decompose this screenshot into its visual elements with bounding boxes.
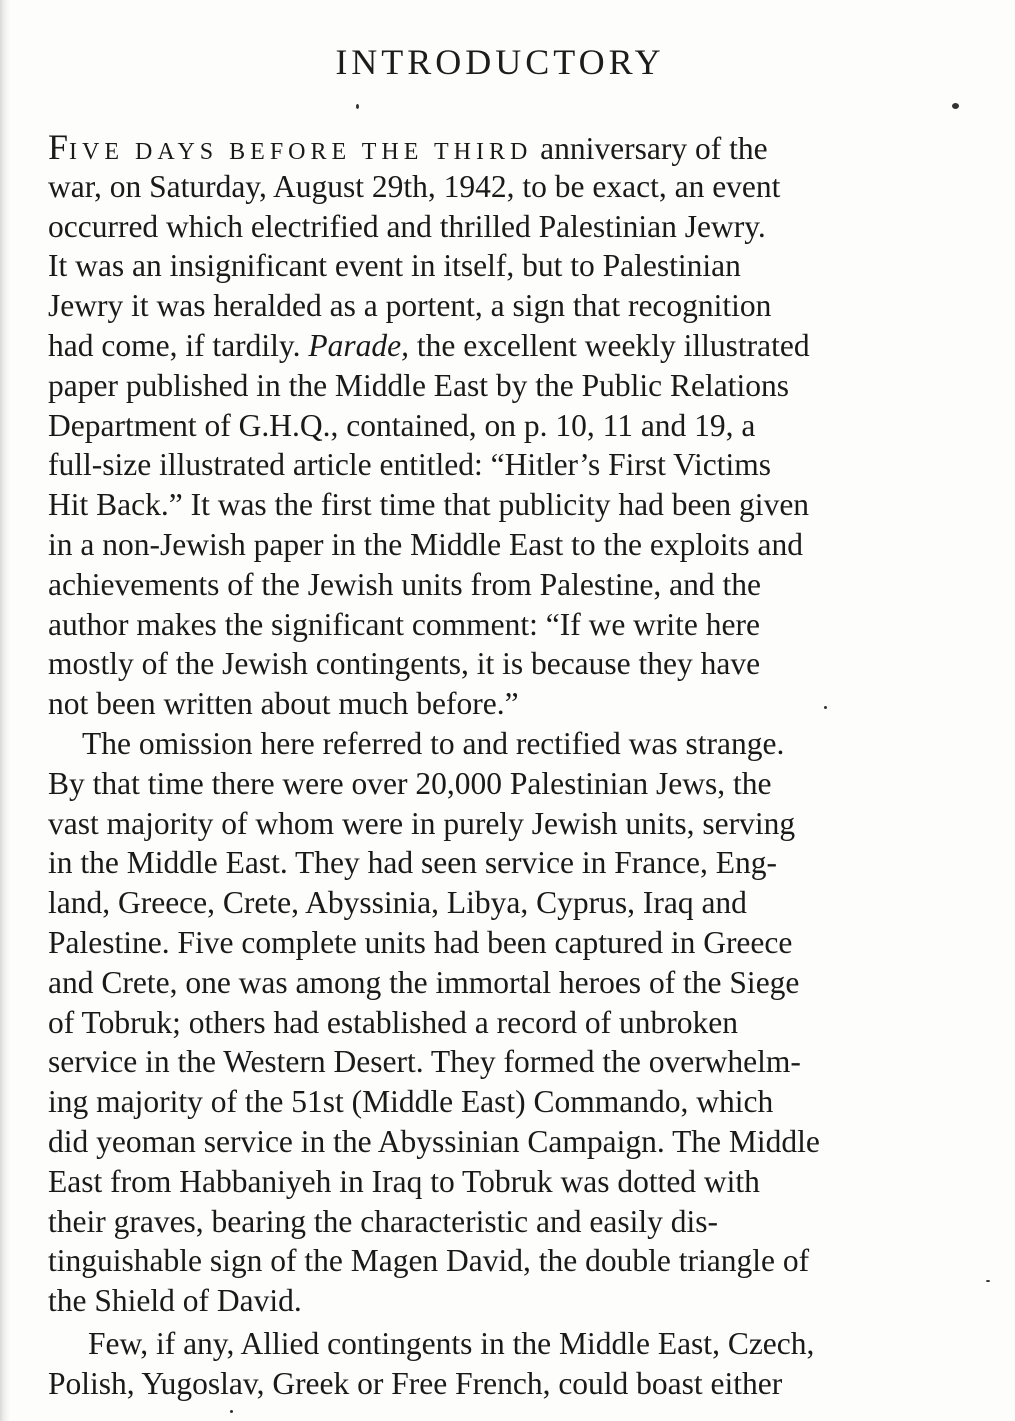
- text-line: [48, 644, 941, 684]
- text-run: of Tobruk; others had established a record of unbroken: [48, 1004, 739, 1040]
- ink-speck: [986, 1280, 990, 1282]
- text-run: their graves, bearing the characteristic and easily dis-: [48, 1203, 718, 1239]
- text-run: war, on Saturday, August 29th, 1942, to be exact, an event: [48, 168, 781, 204]
- text-line: [48, 1122, 941, 1162]
- text-run: mostly of the Jewish contingents, it is because they have: [48, 646, 761, 682]
- text-line: [48, 167, 941, 207]
- text-run: in a non-Jewish paper in the Middle East to the exploits and: [48, 527, 803, 562]
- text-line: [48, 366, 941, 406]
- text-run: did yeoman service in the Abyssinian Campaign. The Middle: [48, 1124, 820, 1159]
- text-run: full-size illustrated article entitled: “Hitler’s First Victims: [48, 447, 772, 483]
- text-run: Department of G.H.Q., contained, on p. 10, 11 and 19, a: [48, 407, 756, 443]
- text-line: [48, 1241, 941, 1281]
- text-line: [82, 724, 941, 764]
- text-run: East from Habbaniyeh in Iraq to Tobruk was dotted with: [48, 1163, 760, 1199]
- ink-speck: [230, 1410, 233, 1413]
- text-run: not been written about much before.”: [48, 686, 519, 722]
- text-line: [48, 684, 941, 724]
- text-run: in the Middle East. They had seen service in France, Eng-: [48, 845, 777, 881]
- text-run: the excellent weekly illustrated: [408, 328, 810, 363]
- ink-speck: [356, 104, 359, 109]
- text-run: occurred which electrified and thrilled Palestinian Jewry.: [48, 208, 766, 244]
- text-line: [48, 605, 941, 645]
- text-line: [48, 406, 941, 446]
- text-line: [48, 923, 941, 963]
- text-run: Jewry it was heralded as a portent, a sign that recognition: [48, 288, 772, 324]
- text-line: [48, 804, 941, 844]
- text-line: [48, 207, 941, 247]
- text-line: [48, 764, 941, 804]
- text-line: [48, 1082, 941, 1122]
- text-run: The omission here referred to and rectified was strange.: [82, 726, 785, 761]
- text-run: the Shield of David.: [48, 1283, 302, 1319]
- text-line: [48, 127, 941, 167]
- text-line: [48, 525, 941, 565]
- ink-speck: [952, 103, 959, 109]
- text-run: vast majority of whom were in purely Jewish units, serving: [48, 805, 796, 841]
- text-run: tinguishable sign of the Magen David, the double triangle of: [48, 1243, 810, 1279]
- text-line: [48, 883, 941, 923]
- page-edge-shadow: [0, 0, 10, 1421]
- text-run: Polish, Yugoslav, Greek or Free French, could boast either: [48, 1365, 783, 1401]
- text-line: [48, 485, 941, 525]
- text-run: author makes the significant comment: “If we write here: [48, 606, 760, 642]
- text-line: [48, 1042, 941, 1082]
- text-line: [88, 1324, 898, 1364]
- text-run: service in the Western Desert. They formed the overwhelm-: [48, 1044, 801, 1080]
- text-line: [48, 445, 941, 485]
- text-line: [48, 1281, 941, 1321]
- text-run: ing majority of the 51st (Middle East) Commando, which: [48, 1084, 774, 1120]
- text-run: By that time there were over 20,000 Palestinian Jews, the: [48, 765, 772, 801]
- text-line: [48, 286, 941, 326]
- text-line: [48, 565, 941, 605]
- text-line: [48, 1202, 941, 1242]
- text-run: It was an insignificant event in itself, but to Palestinian: [48, 248, 741, 284]
- chapter-heading: INTRODUCTORY: [335, 42, 665, 82]
- text-line: [48, 1364, 898, 1404]
- text-run: Hit Back.” It was the first time that publicity had been given: [48, 487, 810, 523]
- text-run: had come, if tardily.: [48, 328, 309, 363]
- text-run: paper published in the Middle East by the Public Relations: [48, 367, 790, 403]
- text-run: and Crete, one was among the immortal heroes of the Siege: [48, 964, 800, 1000]
- text-line: [48, 1003, 941, 1043]
- text-run: achievements of the Jewish units from Palestine, and the: [48, 566, 761, 602]
- text-line: [48, 963, 941, 1003]
- text-line: [48, 843, 941, 883]
- initial-letter: F: [48, 127, 70, 167]
- text-run: land, Greece, Crete, Abyssinia, Libya, Cyprus, Iraq and: [48, 885, 747, 921]
- small-caps-opening: IVE DAYS BEFORE THE THIRD: [69, 139, 533, 165]
- text-run: Palestine. Five complete units had been captured in Greece: [48, 925, 793, 960]
- text-run: anniversary of the: [532, 131, 768, 166]
- text-line: [48, 246, 941, 286]
- text-line: [48, 326, 941, 366]
- ink-speck: [824, 706, 827, 709]
- text-run: Few, if any, Allied contingents in the Middle East, Czech,: [88, 1326, 815, 1361]
- text-line: [48, 1162, 941, 1202]
- italic-title: Parade,: [308, 328, 409, 363]
